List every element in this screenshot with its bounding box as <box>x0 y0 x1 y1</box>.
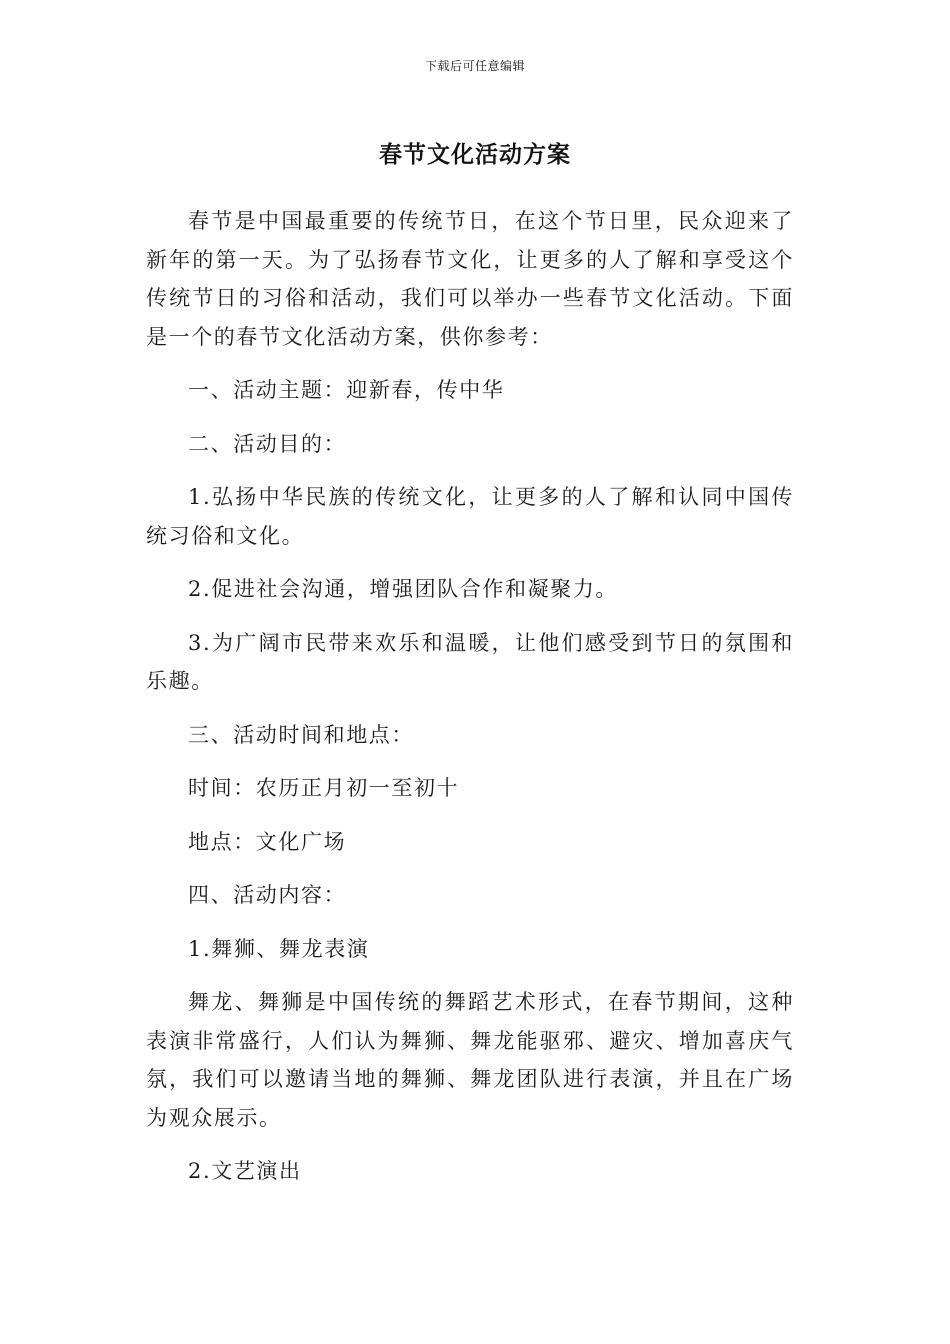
paragraph-intro: 春节是中国最重要的传统节日，在这个节日里，民众迎来了新年的第一天。为了弘扬春节文化，让更多的人了解和享受这个传统节日的习俗和活动，我们可以举办一些春节文化活动。下面是一个的春节文化活动方案，供你参考： <box>146 209 794 349</box>
purpose-item-1: 1.弘扬中华民族的传统文化，让更多的人了解和认同中国传统习俗和文化。 <box>146 485 794 548</box>
section-heading-theme: 一、活动主题：迎新春，传中华 <box>188 378 505 402</box>
section-heading-time-place: 三、活动时间和地点： <box>188 722 414 747</box>
document-title: 春节文化活动方案 <box>379 142 571 168</box>
content-item-1-body: 舞龙、舞狮是中国传统的舞蹈艺术形式，在春节期间，这种表演非常盛行，人们认为舞狮、舞龙能驱邪、避灾、增加喜庆气氛，我们可以邀请当地的舞狮、舞龙团队进行表演，并且在广场为观众展示。 <box>146 990 794 1130</box>
place-line: 地点：文化广场 <box>188 829 347 854</box>
purpose-item-2: 2.促进社会沟通，增强团队合作和凝聚力。 <box>188 577 619 601</box>
purpose-item-3: 3.为广阔市民带来欢乐和温暖，让他们感受到节日的氛围和乐趣。 <box>146 630 794 693</box>
time-line: 时间：农历正月初一至初十 <box>188 776 460 800</box>
content-item-2-title: 2.文艺演出 <box>188 1159 302 1183</box>
content-item-1-title: 1.舞狮、舞龙表演 <box>188 936 370 961</box>
header-note: 下载后可任意编辑 <box>424 59 525 73</box>
document-body <box>146 202 794 1206</box>
section-heading-purpose: 二、活动目的： <box>188 431 347 456</box>
section-heading-content: 四、活动内容： <box>188 883 347 907</box>
